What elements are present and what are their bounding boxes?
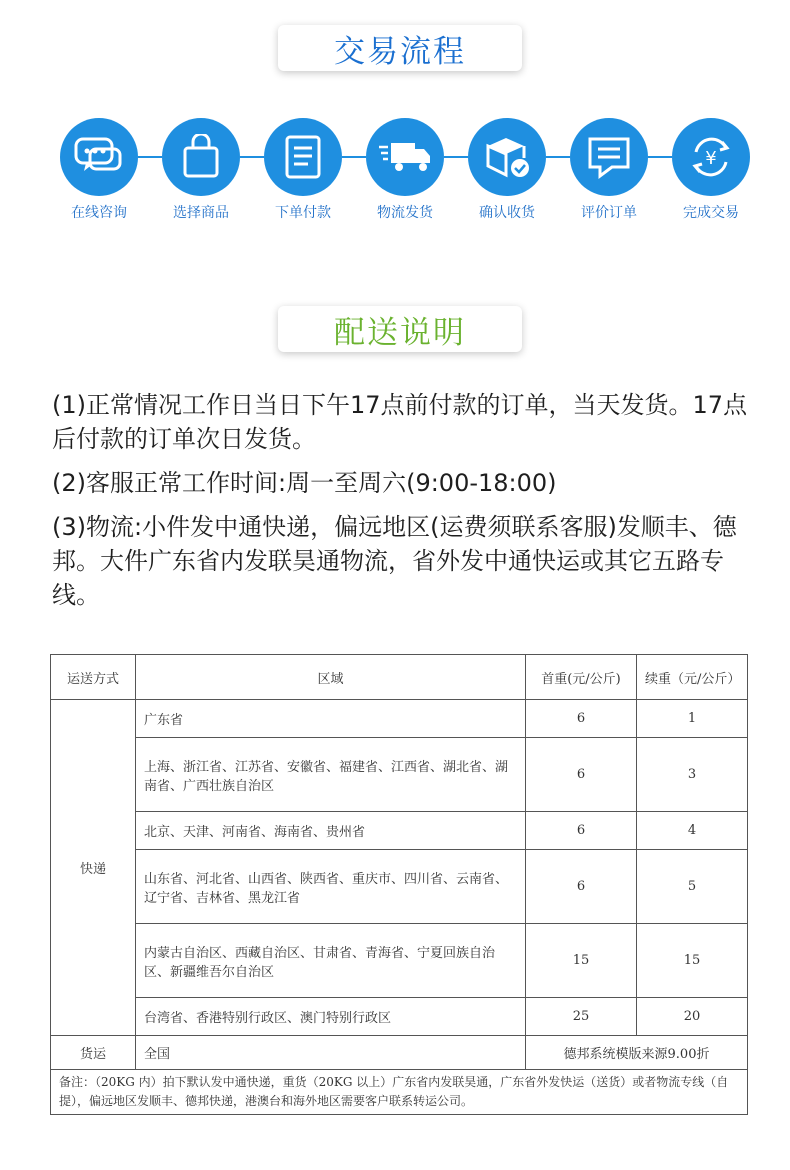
region-cell: 山东省、河北省、山西省、陕西省、重庆市、四川省、云南省、辽宁省、吉林省、黑龙江省: [136, 850, 526, 924]
extra-weight-cell: 15: [637, 924, 748, 998]
box-check-icon: [468, 118, 546, 196]
step-connector: [546, 156, 570, 158]
first-weight-cell: 25: [526, 998, 637, 1036]
region-cell: 广东省: [136, 700, 526, 738]
first-weight-cell: 6: [526, 738, 637, 812]
first-weight-cell: 6: [526, 700, 637, 738]
header-extra-weight: 续重（元/公斤）: [637, 655, 748, 700]
trade-steps: [0, 118, 790, 228]
step-connector: [138, 156, 162, 158]
step-label: 物流发货: [377, 205, 433, 221]
table-row: [51, 924, 748, 998]
yen-cycle-icon: [672, 118, 750, 196]
first-weight-cell: 15: [526, 924, 637, 998]
freight-method-cell: 货运: [51, 1036, 136, 1070]
step-select: [162, 118, 240, 222]
step-connector: [648, 156, 672, 158]
extra-weight-cell: 3: [637, 738, 748, 812]
table-row: [51, 850, 748, 924]
shipping-info-title: 配送说明: [278, 306, 522, 352]
step-label: 确认收货: [479, 205, 535, 221]
shipping-rate-table: [50, 654, 748, 1115]
step-connector: [342, 156, 366, 158]
step-connector: [444, 156, 468, 158]
note-service-hours: (2)客服正常工作时间:周一至周六(9:00-18:00): [52, 469, 557, 497]
step-delivery: [366, 118, 444, 222]
note-logistics: (3)物流:小件发中通快递，偏远地区(运费须联系客服)发顺丰、德邦。大件广东省内发联昊通物流，省外发中通快运或其它五路专线。: [52, 513, 737, 609]
extra-weight-cell: 20: [637, 998, 748, 1036]
header-region: 区域: [136, 655, 526, 700]
table-header-row: [51, 655, 748, 700]
chat-bubbles-icon: [60, 118, 138, 196]
svg-text:¥: ¥: [705, 148, 717, 169]
trade-process-title: 交易流程: [278, 25, 522, 71]
remark-row: [51, 1070, 748, 1115]
document-icon: [264, 118, 342, 196]
truck-icon: [366, 118, 444, 196]
freight-row: [51, 1036, 748, 1070]
table-row: [51, 700, 748, 738]
step-label: 下单付款: [275, 205, 331, 221]
header-method: 运送方式: [51, 655, 136, 700]
table-row: [51, 998, 748, 1036]
remark-cell: 备注：（20KG 内）拍下默认发中通快递，重货（20KG 以上）广东省内发联昊通，广东省外发快运（送货）或者物流专线（自提），偏远地区发顺丰、德邦快递，港澳台和海外地区需要客户联系转运公司。: [51, 1070, 748, 1115]
step-label: 完成交易: [683, 205, 739, 221]
header-first-weight: 首重(元/公斤): [526, 655, 637, 700]
express-method-cell: 快递: [51, 700, 136, 1036]
step-label: 在线咨询: [71, 205, 127, 221]
shipping-notes: [52, 388, 752, 622]
step-label: 选择商品: [173, 205, 229, 221]
note-dispatch-time: (1)正常情况工作日当日下午17点前付款的订单，当天发货。17点后付款的订单次日发货。: [52, 391, 748, 453]
table-row: [51, 812, 748, 850]
region-cell: 台湾省、香港特别行政区、澳门特别行政区: [136, 998, 526, 1036]
step-receive: [468, 118, 546, 222]
extra-weight-cell: 4: [637, 812, 748, 850]
region-cell: 北京、天津、河南省、海南省、贵州省: [136, 812, 526, 850]
first-weight-cell: 6: [526, 812, 637, 850]
table-row: [51, 738, 748, 812]
step-consult: [60, 118, 138, 222]
first-weight-cell: 6: [526, 850, 637, 924]
step-connector: [240, 156, 264, 158]
step-label: 评价订单: [581, 205, 637, 221]
freight-region-cell: 全国: [136, 1036, 526, 1070]
step-complete: [672, 118, 750, 222]
step-order: [264, 118, 342, 222]
shopping-bag-icon: [162, 118, 240, 196]
region-cell: 上海、浙江省、江苏省、安徽省、福建省、江西省、湖北省、湖南省、广西壮族自治区: [136, 738, 526, 812]
freight-price-cell: 德邦系统模版来源9.00折: [526, 1036, 748, 1070]
extra-weight-cell: 1: [637, 700, 748, 738]
comment-icon: [570, 118, 648, 196]
extra-weight-cell: 5: [637, 850, 748, 924]
region-cell: 内蒙古自治区、西藏自治区、甘肃省、青海省、宁夏回族自治区、新疆维吾尔自治区: [136, 924, 526, 998]
step-review: [570, 118, 648, 222]
